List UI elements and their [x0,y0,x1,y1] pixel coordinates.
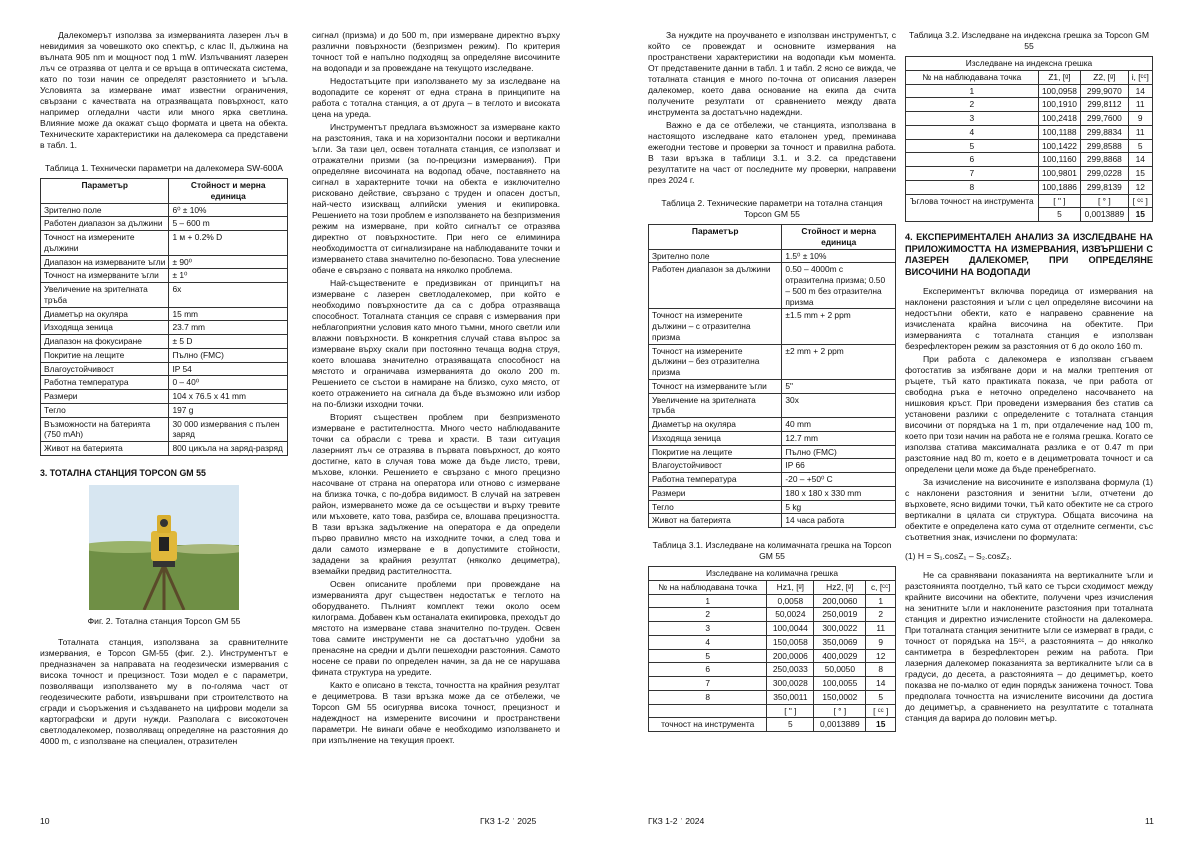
table-row [649,663,896,677]
table-row [41,307,288,321]
table-row [649,486,896,500]
table-cell: 5 [649,649,767,663]
table-cell: Увеличение на зрителната тръба [649,393,782,418]
table-cell: Размери [649,486,782,500]
table-cell: 1 [906,84,1039,98]
table-cell: 5 [866,690,896,704]
table-cell: 5 kg [782,500,896,514]
total-station-illustration [89,485,239,610]
table-cell: Тегло [649,500,782,514]
paragraph: Важно е да се отбележи, че станцията, използвана в настоящото изследване като еталонен уред, преминава ежегодни тестове и проверки за точност и правилна работа. В тази връзка в таблици 3.1. и 3.2. са представени резултатите на част от последните му проверки, направени през 2024 г. [648,120,896,185]
table-cell: 8 [866,663,896,677]
table-cell: 15 [1128,167,1153,181]
table-cell: 23.7 mm [169,321,288,335]
table-cell: 104 x 76.5 x 41 mm [169,390,288,404]
table-cell: Живот на батерията [41,442,169,456]
paragraph: Тоталната станция, използвана за сравнителните измервания, е Topcon GM-55 (фиг. 2.). Инструментът е предназначен за направата на геодезически измервания с висока точност и прецизност. Този модел е с параметри, позволяващи използването му в по-голяма част от геодезическите работи, извършвани при строителството на сгради и съоръжения и създаването на цифрови модели за картографски и други нужди. Разполага с високоточен светлодалекомер, позволяващ определяне на разстояния до 4000 m, с използване на специален, отразителен [40,637,288,746]
table-cell: Диапазон на фокусиране [41,335,169,349]
right-page-column-2 [905,30,1153,726]
table-cell: 800 цикъла на заряд-разряд [169,442,288,456]
table-cell: 100,9801 [1038,167,1081,181]
table-row [906,180,1153,194]
table-row [41,321,288,335]
table-cell: 250,0033 [767,663,814,677]
table-1 [40,178,288,456]
formula-1: (1) H = S₁.cosZ₁ – S₂.cosZ₂. [905,551,1012,561]
table-header: Z2, [ᵍ] [1081,70,1128,84]
table-cell: Работен диапазон за дължини [649,263,782,309]
table-cell: 0,0013889 [814,718,866,732]
table-title: Изследване на колимачна грешка [649,567,896,581]
table-header: i, [ᶜᶜ] [1128,70,1153,84]
paragraph: Най-съществените е предизвикан от принципът на измерване с лазерен светлодалекомер, при който е необходимо повърхностите да са с добра отразяваща способност. Тоталната станция се справя с измервания при неблагоприятни условия като много тъмни, много светли или влажни повърхности. В конкретния случай става въпрос за измерване върху скали при постоянно течаща водна струя, което влошава значително отразяващата способност на мястото и ограничава измерванията до около 200 m. Решението се състои в намиране на близко, сухо място, от което отражението на сигнала да бъде възможно или избор на по-близки изходни точки. [312,278,560,409]
table-cell: 400,0029 [814,649,866,663]
table-cell: 350,0011 [767,690,814,704]
table-cell: 50,0050 [814,663,866,677]
table-cell: ±1.5 mm + 2 ppm [782,309,896,344]
table-cell: 2 [866,608,896,622]
table-row [906,112,1153,126]
table-cell: Точност на измерените дължини [41,231,169,256]
table-cell: 299,8112 [1081,98,1128,112]
table-cell: Ъглова точност на инструмента [906,194,1039,222]
table-cell: 14 часа работа [782,514,896,528]
table-cell: Работна температура [41,376,169,390]
table-1-caption: Таблица 1. Технически параметри на далекомера SW-600A [44,163,284,173]
table-header: № на наблюдавана точка [906,70,1039,84]
table-cell: 299,0228 [1081,167,1128,181]
table-3-1 [648,566,896,732]
table-header: Z1, [ᵍ] [1038,70,1081,84]
table-row [41,217,288,231]
table-cell: 1.5⁰ ± 10% [782,249,896,263]
table-row [41,376,288,390]
table-cell: 5 [767,718,814,732]
table-cell: 14 [1128,153,1153,167]
table-cell: 4 [906,125,1039,139]
table-cell: Покритие на лещите [649,445,782,459]
table-cell: 350,0069 [814,635,866,649]
table-cell: [ ᶜᶜ ] [1128,194,1153,208]
table-cell: Диаметър на окуляра [41,307,169,321]
table-cell: 8 [649,690,767,704]
table-cell: Живот на батерията [649,514,782,528]
table-cell: 150,0058 [767,635,814,649]
table-cell: 15 [1128,208,1153,222]
table-row [906,125,1153,139]
table-cell: Увеличение на зрителната тръба [41,283,169,308]
table-row [649,249,896,263]
page-number: 11 [1145,816,1154,826]
table-row [41,348,288,362]
table-cell: Точност на измерваните ъгли [649,379,782,393]
table-cell: Точност на измерените дължини – без отразителна призма [649,344,782,379]
table-cell: 2 [906,98,1039,112]
table-cell: 5" [782,379,896,393]
paragraph: Далекомерът използва за измерванията лазерен лъч в невидимия за човешкото око спектър, с клас II, дължина на вълната 905 nm и мощност под 1 mW. Излъчваният лазерен лъч се отразява от целта и се връща в оптическата система, като по този начин се определят разстоянието и ъгъла. Условията за измерване имат известни ограничения, свързани с качествата на отразяващата повърхност, като например огледални части или много ярка светлина. Влияние може да окажат също формата и цвета на обекта. Техническите характеристики на далекомера са представени в табл. 1. [40,30,288,150]
table-cell: Работен диапазон за дължини [41,217,169,231]
table-row [649,379,896,393]
paragraph: За изчисление на височините е използвана формула (1) с наклонени разстояния и зенитни ъгли, отчетени до върховете, ясно видими точки, тъй като обектите не са строго вертикални в цялата си структура. Общата височина на обектите е определена като сума от отделните сегменти, със съответния знак, изчислени по формулата: [905,477,1153,542]
table-row [649,622,896,636]
table-cell: 100,1422 [1038,139,1081,153]
table-cell: 7 [649,677,767,691]
table-cell: 12 [1128,180,1153,194]
table-row [41,403,288,417]
total-station-photo [89,485,239,610]
table-header: Hz2, [ᵍ] [814,580,866,594]
table-cell: -20 – +50⁰ C [782,473,896,487]
table-cell: 12 [866,649,896,663]
table-cell: 0 – 40⁰ [169,376,288,390]
paragraph: Вторият съществен проблем при безпризменото измерване е растителността. Много често наблюдаваните точки са обрасли с трева и храсти. В тази ситуация лазерният лъч се отразява в първата повърхност, до която достигне, като в случая това може да бъде листо, треви, мъхове, клонки. Решението е свързано с много прецизно насочване от страна на оператора или отново с измерване на близка точка, с по-добра видимост. В случай на затревен район, измерването може да се осъществи и върху тревите или мъховете, като това, разбира се, влошава прецизността. В тази връзка задължение на оператора е да определи първо правилно място на изходните точки, а след това и дали самото измерване е в допустимите стойности, зададени за крайния резултат (няколко дециметра), вземайки предвид растителността. [312,412,560,576]
table-cell: 6 [649,663,767,677]
table-cell: 100,1886 [1038,180,1081,194]
table-row [906,84,1153,98]
table-cell: 100,0044 [767,622,814,636]
table-cell: 299,8139 [1081,180,1128,194]
table-cell: 1 [866,594,896,608]
table-cell: Зрително поле [41,203,169,217]
table-3-1-caption: Таблица 3.1. Изследване на колимачната грешка на Topcon GM 55 [652,540,892,561]
journal-footer: ГКЗ 1-2 ˈ 2024 [648,816,705,826]
table-cell: 299,9070 [1081,84,1128,98]
table-cell: Влагоустойчивост [41,362,169,376]
table-2-caption: Таблица 2. Технические параметри на тотална станция Topcon GM 55 [661,198,883,219]
table-cell: IP 66 [782,459,896,473]
table-row [41,335,288,349]
table-row [41,442,288,456]
table-cell: Покритие на лещите [41,348,169,362]
table-cell: 12.7 mm [782,431,896,445]
journal-footer: ГКЗ 1-2 ˈ 2025 [480,816,537,826]
table-header: Параметър [41,179,169,204]
table-row [906,98,1153,112]
table-cell: [ " ] [767,704,814,718]
table-header: Параметър [649,225,782,250]
table-cell: 299,8834 [1081,125,1128,139]
table-cell: 30 000 измервания с пълен заряд [169,417,288,442]
table-cell: Работна температура [649,473,782,487]
table-cell: 299,8868 [1081,153,1128,167]
table-row [41,203,288,217]
table-cell: ± 1⁰ [169,269,288,283]
table-row [649,263,896,309]
table-cell: [ ᶜᶜ ] [866,704,896,718]
paragraph: За нуждите на проучването е използван инструментът, с който се провеждат и основните измервания на пространствени характеристики на водопади към момента. От представените данни в табл. 1 и табл. 2 ясно се вижда, че тоталната станция е много по-точна от описания лазерен далекомер, което дава основание на екипа да счита получените резултати от сравнението между двата инструмента за достатъчно надеждни. [648,30,896,117]
table-cell: 7 [906,167,1039,181]
table-row [41,362,288,376]
table-cell: 9 [866,635,896,649]
table-row [906,139,1153,153]
table-cell [649,704,767,718]
table-cell: IP 54 [169,362,288,376]
table-row [649,649,896,663]
paragraph: Както е описано в текста, точността на крайния резултат е дециметрова. В тази връзка може да се отбележи, че Topcon GM 55 осигурява висока точност, прецизност и надеждност на измерените височини и пространствени параметри. Не винаги обаче е необходимо използването и при изпълнение на текущия проект. [312,680,560,745]
table-cell: 6x [169,283,288,308]
table-row [649,459,896,473]
table-row [649,608,896,622]
table-cell: 30x [782,393,896,418]
left-page-column-2 [312,30,560,748]
table-cell: Тегло [41,403,169,417]
table-header: № на наблюдавана точка [649,580,767,594]
table-row [906,153,1153,167]
table-row [649,635,896,649]
table-cell: ± 5 D [169,335,288,349]
paragraph: сигнал (призма) и до 500 m, при измерване директно върху различни повърхности (безпризмен режим). По критерия точност той е напълно подходящ за определяне височините на водопади и за провеждане на текущото изследване. [312,30,560,73]
section-4-title: 4. ЕКСПЕРИМЕНТАЛЕН АНАЛИЗ ЗА ИЗСЛЕДВАНЕ НА ПРИЛОЖИМОСТТА НА ИЗМЕРВАНИЯ, ИЗВЪРШЕНИ С ЛАЗЕРЕН ДАЛЕКОМЕР, ПРИ ОПРЕДЕЛЯНЕ ВИСОЧИНИ НА ВОДОПАДИ [905,232,1153,277]
table-cell: 3 [906,112,1039,126]
table-cell: 8 [906,180,1039,194]
table-row [41,269,288,283]
figure-2-caption: Фиг. 2. Тотална станция Topcon GM 55 [87,616,241,626]
table-cell: 6 [906,153,1039,167]
table-header: Стойност и мерна единица [169,179,288,204]
table-cell: 11 [1128,98,1153,112]
table-cell: 14 [866,677,896,691]
table-cell: 50,0024 [767,608,814,622]
table-cell: Диаметър на окуляра [649,418,782,432]
table-cell: ±2 mm + 2 ppm [782,344,896,379]
left-page-column-1 [40,30,288,749]
table-2 [648,224,896,528]
table-row [649,309,896,344]
table-cell: 11 [1128,125,1153,139]
table-cell: 200,0060 [814,594,866,608]
table-cell: 299,7600 [1081,112,1128,126]
paragraph: Инструментът предлага възможност за измерване както на разстояния, така и на хоризонтални посоки и вертикални ъгли. За тази цел, освен тоталната станция, се използват и отражателни призми (за по-прецизни измервания). При определяне височината на водопад обаче, поставянето на сигнал в характерните точки на обекта е изключително рисковано действие, свързано с труден и опасен достъп, най-често изискващ алпийски умения и екипировка. Решението на този проблем е използването на безпризмения режим на измерване, при който сигналът се отразява директно от повърхностите. При него се елиминира необходимостта от сигнализиране на наблюдаваните точки и измерването става значително по-безопасно. Това улеснение обаче е свързано с появата на няколко проблема. [312,122,560,275]
table-cell: 15 mm [169,307,288,321]
table-cell: Точност на измерените дължини – с отразителна призма [649,309,782,344]
table-3-2 [905,56,1153,222]
table-cell: 250,0019 [814,608,866,622]
table-cell: 14 [1128,84,1153,98]
table-row [41,417,288,442]
table-row [906,167,1153,181]
table-row [649,344,896,379]
table-cell: Диапазон на измерваните ъгли [41,255,169,269]
table-cell: Зрително поле [649,249,782,263]
table-cell: 9 [1128,112,1153,126]
table-cell: 5 [1038,208,1081,222]
table-cell: Точност на измерваните ъгли [41,269,169,283]
table-row [649,393,896,418]
table-cell: 100,0958 [1038,84,1081,98]
page-number: 10 [40,816,50,826]
table-cell: 11 [866,622,896,636]
table-row [649,431,896,445]
paragraph: Експериментът включва поредица от измервания на наклонени разстояния и ъгли с цел определяне височини на недостъпни обекти, като е направено сравнение на изчислената крайна височина на обектите. При измерванията с тоталната станция е използван безрефлекторен режим за разстояния от 6 до около 160 m. [905,286,1153,351]
table-cell: 5 [1128,139,1153,153]
table-cell: 200,0006 [767,649,814,663]
table-row [41,255,288,269]
table-row [41,283,288,308]
table-cell: 197 g [169,403,288,417]
paragraph: Не са сравнявани показанията на вертикалните ъгли и разстоянията поотделно, тъй като се търси сходимост между крайните височини на обектите, получени чрез изчисления на зенитните ъгли и наклонените разстояния при тоталната станция и директно изчислените стойности на далекомера. При тоталната станция зенитните ъгли се измерват в гради, с точност от порядъка на 15ᶜᶜ, а разстоянията – до няколко сантиметра в безрефлекторен режим на работа. При лазерния далекомер показанията за вертикалните ъгли са в градуси, до десета, а разстоянията – до дециметър, което показва не по-малко от един порядък занижена точност. Това предполага точността на изчислените височини да достига до дециметър, а сравнението на резултатите с тоталната станция да варира до половин метър. [905,570,1153,723]
table-cell: [ " ] [1038,194,1081,208]
table-3-2-caption: Таблица 3.2. Изследване на индексна грешка за Topcon GM 55 [909,30,1149,51]
right-page-column-1 [648,30,896,732]
table-cell: Пълно (FMC) [782,445,896,459]
table-cell: точност на инструмента [649,718,767,732]
table-header: Hz1, [ᵍ] [767,580,814,594]
table-cell: 6⁰ ± 10% [169,203,288,217]
right-page [600,0,1200,849]
table-cell: 300,0028 [767,677,814,691]
table-row [649,677,896,691]
table-cell: 2 [649,608,767,622]
table-cell: 0.50 – 4000m с отразителна призма; 0.50 – 500 m без отразителна призма [782,263,896,309]
section-3-title: 3. ТОТАЛНА СТАНЦИЯ TOPCON GM 55 [40,467,206,478]
table-row [649,473,896,487]
table-header: Стойност и мерна единица [782,225,896,250]
table-cell: 100,2418 [1038,112,1081,126]
table-cell: Изходяща зеница [649,431,782,445]
table-cell: 1 [649,594,767,608]
table-row [649,418,896,432]
table-cell: 40 mm [782,418,896,432]
table-cell: Пълно (FMC) [169,348,288,362]
table-cell: 300,0022 [814,622,866,636]
paragraph: Освен описаните проблеми при провеждане на измерванията друг съществен недостатък е теглото на оборудването. Пълният комплект тежи около осем килограма. Добавен към останалата екипировка, преходът до мястото на измерване става значително по-труден. Освен това самите инструменти не са достатъчно удобни за пренасяне на средни и дълги пешеходни разстояния. Самото носене се прави по определен начин, за да не се нарушава фината структура на уредите. [312,579,560,677]
table-row [41,390,288,404]
table-cell: 5 [906,139,1039,153]
table-cell: [ ° ] [1081,194,1128,208]
table-cell: 100,0055 [814,677,866,691]
table-cell: ± 90⁰ [169,255,288,269]
table-cell: 100,1160 [1038,153,1081,167]
table-cell: 100,1910 [1038,98,1081,112]
table-cell: 180 x 180 x 330 mm [782,486,896,500]
table-header: c, [ᶜᶜ] [866,580,896,594]
table-cell: 3 [649,622,767,636]
table-cell: Размери [41,390,169,404]
table-title: Изследване на индексна грешка [906,57,1153,71]
table-row [41,231,288,256]
table-row [649,445,896,459]
table-cell: [ ° ] [814,704,866,718]
table-cell: Изходяща зеница [41,321,169,335]
table-row [649,500,896,514]
table-cell: 100,1188 [1038,125,1081,139]
table-cell: Възможности на батерията (750 mAh) [41,417,169,442]
table-cell: 5 – 600 m [169,217,288,231]
table-cell: 1 м + 0.2% D [169,231,288,256]
table-row [649,594,896,608]
table-cell: 150,0002 [814,690,866,704]
paragraph: При работа с далекомера е използван сгъваем фотостатив за избягване дори и на малки трептения от ръцете, тъй като практиката показа, че при работа от свободна ръка е неточно определено насочването на нишковия кръст. При проведени измервания без статив са установени разлики с определените с тоталната станция височини от порядъка на 1 m, при отдалечение над 100 m, което при този начин на работа не е голяма грешка. Когато се използва статива максималната разлика е от 0.47 m при разстояние над 80 m, което е в дециметровата точност и са определени цели може да бъде пренебрегнато. [905,354,1154,474]
table-cell: 0,0058 [767,594,814,608]
table-cell: Влагоустойчивост [649,459,782,473]
table-row [649,690,896,704]
table-cell: 4 [649,635,767,649]
paragraph: Недостатъците при използването му за изследване на водопадите се коренят от една страна в принципите на работа с тотална станция, а от друга – в теглото и високата цена на уреда. [312,76,560,119]
table-cell: 0,0013889 [1081,208,1128,222]
table-cell: 15 [866,718,896,732]
table-row [649,514,896,528]
table-cell: 299,8588 [1081,139,1128,153]
